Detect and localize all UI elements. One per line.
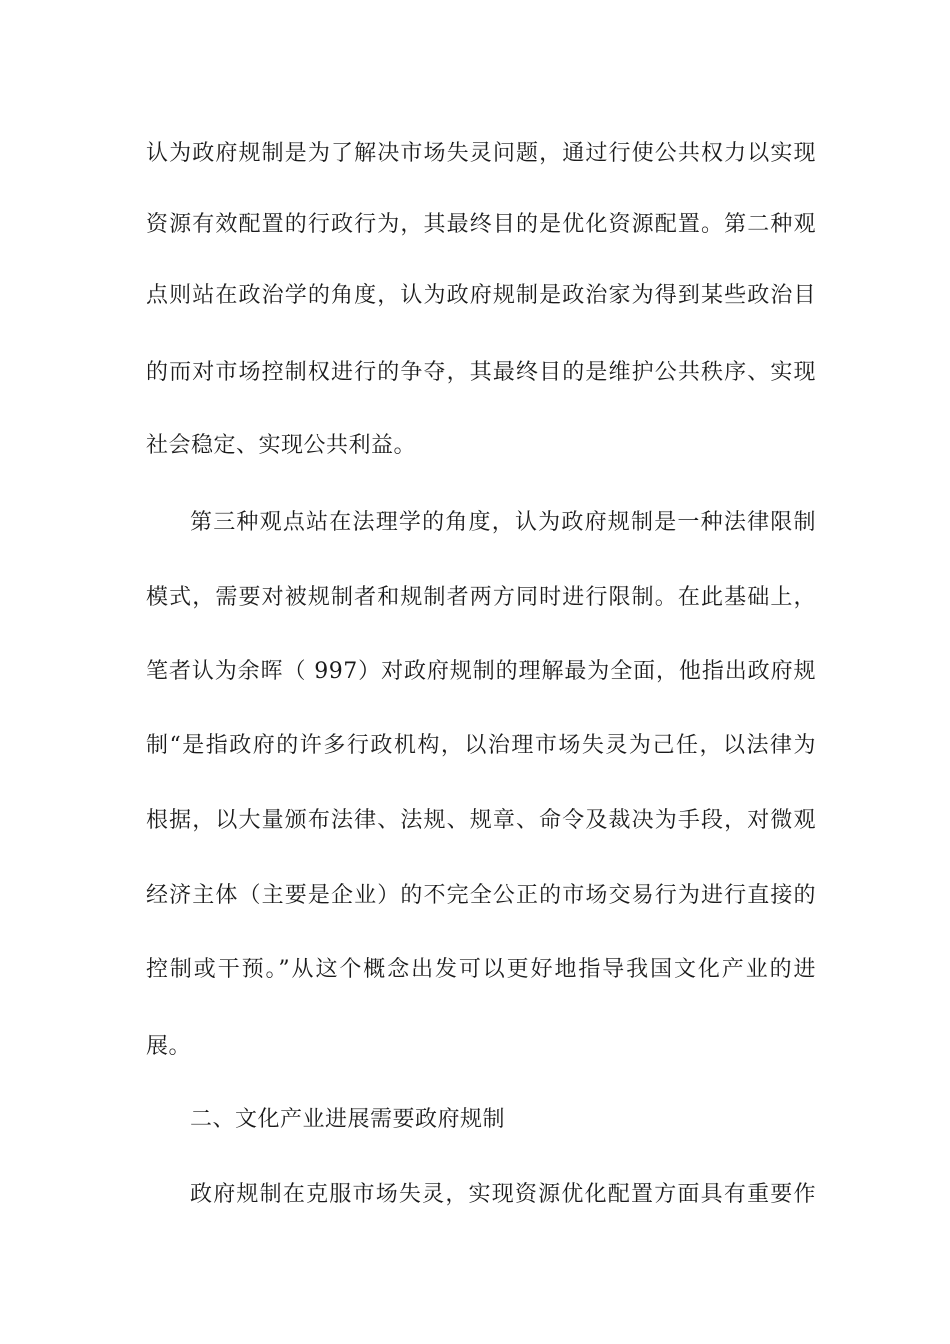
paragraph-line: 政府规制在克服市场失灵，实现资源优化配置方面具有重要作 (190, 1182, 816, 1207)
paragraph-line: 根据，以大量颁布法律、法规、规章、命令及裁决为手段，对微观 (146, 808, 816, 833)
section-heading: 二、文化产业进展需要政府规制 (190, 1107, 506, 1132)
paragraph-line: 资源有效配置的行政行为，其最终目的是优化资源配置。第二种观 (146, 212, 816, 237)
paragraph-line: 控制或干预。”从这个概念出发可以更好地指导我国文化产业的进 (146, 957, 816, 982)
paragraph-line: 点则站在政治学的角度，认为政府规制是政治家为得到某些政治目 (146, 283, 816, 308)
paragraph-line: 的而对市场控制权进行的争夺，其最终目的是维护公共秩序、实现 (146, 360, 816, 385)
paragraph-line: 第三种观点站在法理学的角度，认为政府规制是一种法律限制 (190, 510, 816, 535)
paragraph-line: 笔者认为余晖（ 997）对政府规制的理解最为全面，他指出政府规 (146, 659, 816, 684)
paragraph-line: 认为政府规制是为了解决市场失灵问题，通过行使公共权力以实现 (146, 141, 816, 166)
paragraph-line: 社会稳定、实现公共利益。 (146, 433, 417, 458)
paragraph-line: 展。 (146, 1034, 192, 1059)
paragraph-line: 制“是指政府的许多行政机构，以治理市场失灵为己任，以法律为 (146, 733, 816, 758)
paragraph-line: 经济主体（主要是企业）的不完全公正的市场交易行为进行直接的 (146, 883, 816, 908)
paragraph-line: 模式，需要对被规制者和规制者两方同时进行限制。在此基础上， (146, 585, 816, 610)
